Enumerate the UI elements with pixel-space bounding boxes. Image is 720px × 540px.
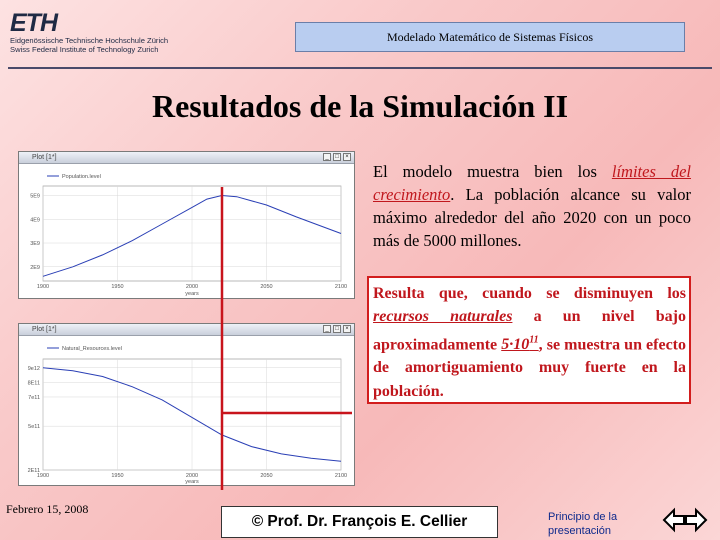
resource-value bbox=[501, 336, 538, 353]
x-tick-label: 2100 bbox=[334, 473, 348, 479]
value-base: 5·10 bbox=[501, 335, 530, 353]
plot-window-title: Plot [1*] bbox=[32, 154, 57, 161]
y-tick-label: 7e11 bbox=[28, 394, 40, 401]
forward-arrow-icon[interactable] bbox=[686, 510, 706, 530]
legend-label: Natural_Resources.level bbox=[62, 346, 122, 352]
text-run: . La población alcance su valor máximo alrededor del año 2020 con un poco más de 5000 millones. bbox=[373, 185, 691, 250]
x-tick-label: 2100 bbox=[334, 284, 348, 290]
emphasis-link: límites del crecimiento bbox=[373, 162, 691, 204]
y-tick-label: 5e11 bbox=[28, 424, 40, 431]
header-divider bbox=[8, 67, 712, 69]
start-presentation-link[interactable]: Principio de la presentación bbox=[548, 511, 618, 537]
emphasis-text: recursos naturales bbox=[373, 308, 513, 326]
x-tick-label: 2050 bbox=[260, 284, 273, 290]
x-tick-label: 2000 bbox=[185, 473, 199, 479]
x-tick-label: 1900 bbox=[36, 284, 50, 290]
navigation-arrows bbox=[662, 507, 708, 533]
eth-logo bbox=[10, 10, 200, 62]
x-tick-label: 1900 bbox=[36, 473, 50, 479]
x-tick-label: 1950 bbox=[111, 473, 124, 479]
eth-line2: Swiss Federal Institute of Technology Zurich bbox=[10, 45, 159, 54]
course-title: Modelado Matemático de Sistemas Físicos bbox=[295, 22, 685, 52]
back-arrow-icon[interactable] bbox=[664, 510, 684, 530]
text-run: , se muestra un efecto de amortiguamiento muy fuerte en la población. bbox=[373, 335, 687, 400]
x-tick-label: 2050 bbox=[260, 473, 273, 479]
y-tick-label: 2E11 bbox=[27, 468, 40, 474]
maximize-button[interactable]: □ bbox=[333, 325, 341, 333]
x-tick-label: 1950 bbox=[111, 284, 124, 290]
x-axis-label: years bbox=[185, 291, 199, 297]
y-tick-label: 2E9 bbox=[30, 264, 40, 271]
text-run: Resulta que, cuando se disminuyen los bbox=[373, 285, 686, 302]
minimize-button[interactable]: _ bbox=[323, 153, 331, 161]
text-run: El modelo muestra bien los bbox=[373, 162, 612, 181]
slide-title: Resultados de la Simulación II bbox=[151, 88, 569, 124]
plot-window-title: Plot [1*] bbox=[32, 326, 57, 333]
y-tick-label: 8E11 bbox=[27, 380, 40, 387]
resources-callout-box bbox=[367, 276, 691, 404]
resources-plot-window bbox=[18, 323, 355, 486]
x-tick-label: 2000 bbox=[185, 284, 199, 290]
eth-wordmark: ETH bbox=[10, 9, 57, 37]
population-plot-window bbox=[18, 151, 355, 299]
x-axis-label: years bbox=[185, 479, 199, 485]
population-chart bbox=[19, 163, 354, 298]
y-tick-label: 3E9 bbox=[30, 241, 40, 247]
minimize-button[interactable]: _ bbox=[323, 325, 331, 333]
close-button[interactable]: × bbox=[343, 153, 351, 161]
y-tick-label: 5E9 bbox=[30, 193, 40, 200]
maximize-button[interactable]: □ bbox=[333, 153, 341, 161]
y-tick-label: 9e12 bbox=[27, 365, 40, 372]
resources-chart bbox=[19, 335, 354, 485]
author-credit: © Prof. Dr. François E. Cellier bbox=[221, 506, 498, 538]
eth-line1: Eidgenössische Technische Hochschule Zürich bbox=[10, 36, 169, 45]
close-button[interactable]: × bbox=[343, 325, 351, 333]
paragraph-growth-limits bbox=[373, 160, 691, 252]
legend-label: Population.level bbox=[62, 174, 101, 180]
text-run: a un nivel bajo aproximadamente bbox=[373, 308, 686, 353]
value-exponent: 11 bbox=[529, 334, 539, 346]
footer-date: Febrero 15, 2008 bbox=[6, 502, 89, 516]
y-tick-label: 4E9 bbox=[30, 217, 40, 224]
